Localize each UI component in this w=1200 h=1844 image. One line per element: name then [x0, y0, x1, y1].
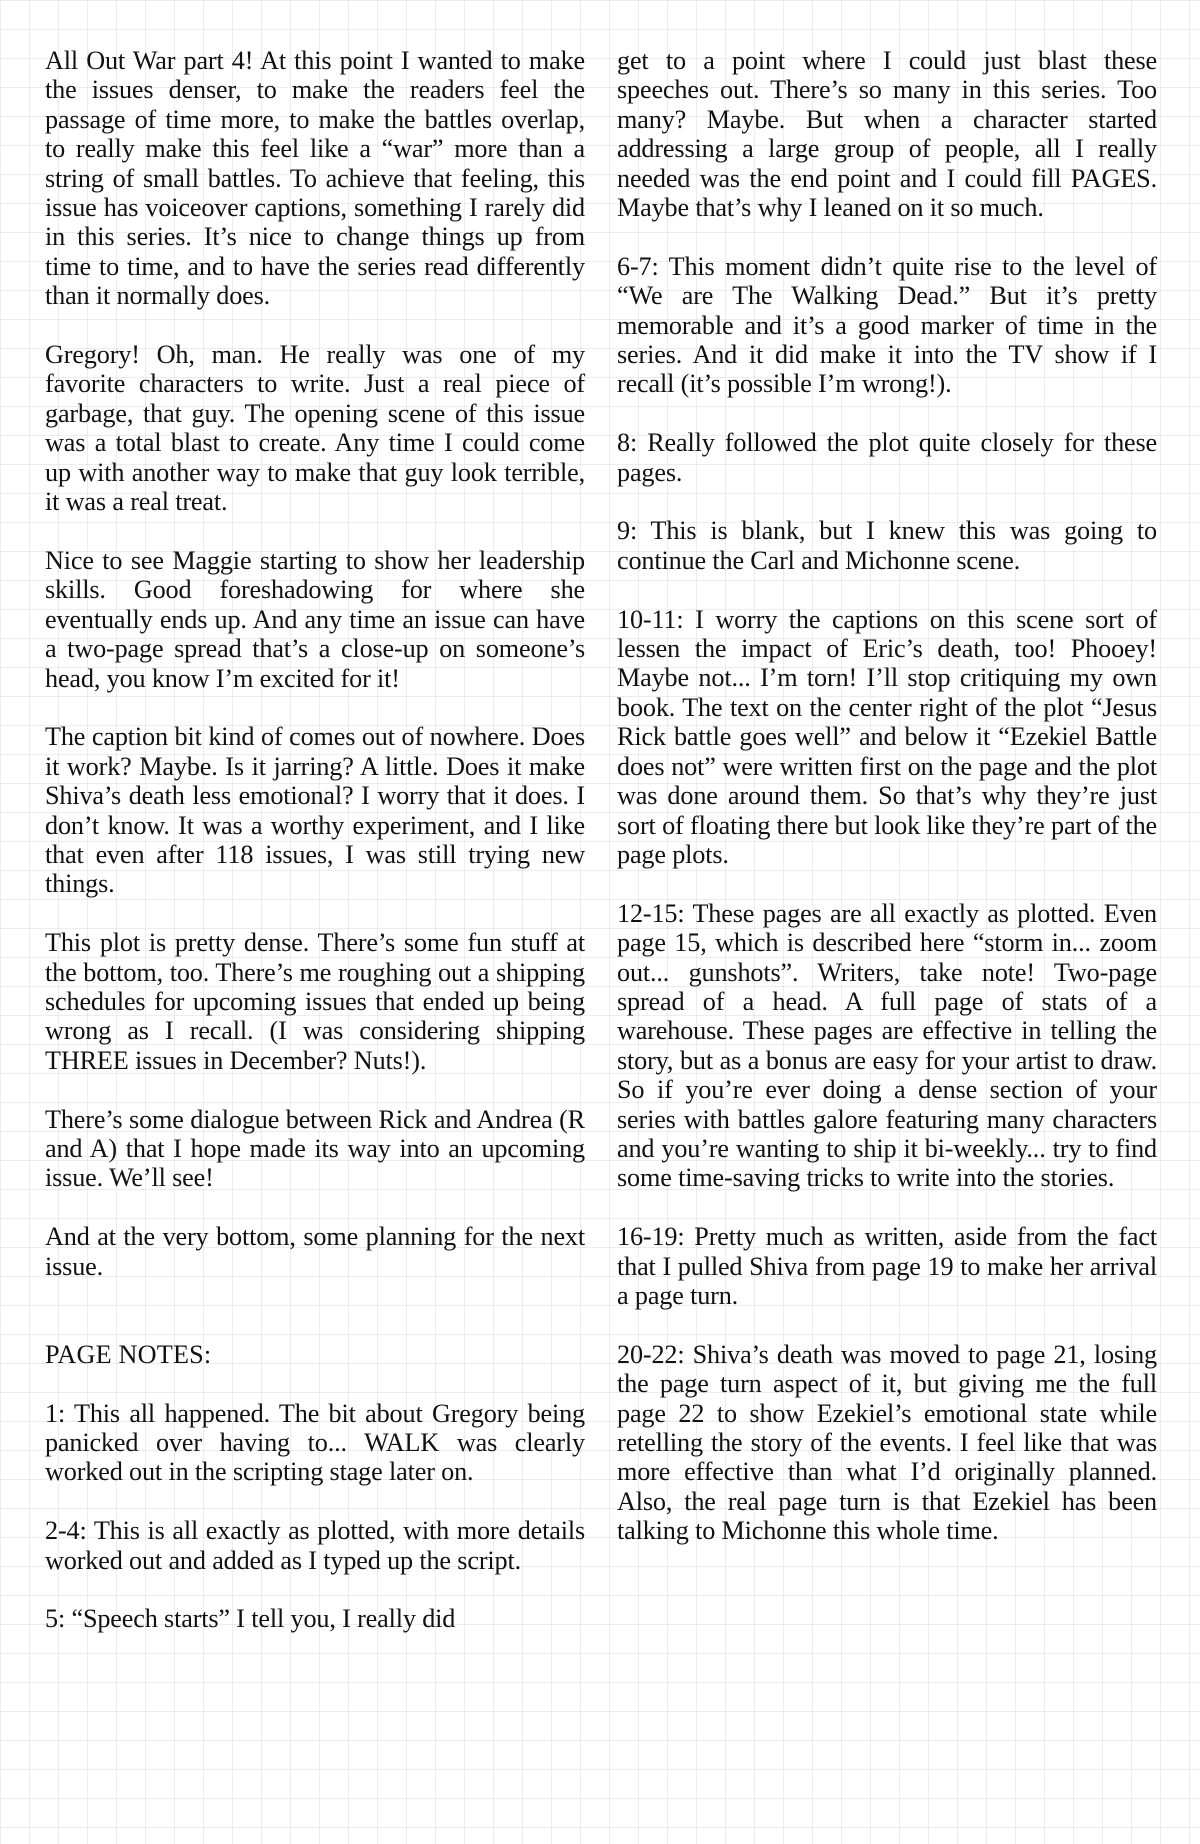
note-pages-2-4: 2-4: This is all exactly as plotted, with more details worked out and added as I typed up the script. — [45, 1516, 585, 1575]
note-page-5-continued: get to a point where I could just blast these speeches out. There’s so many in this series. Too many? Maybe. But when a character started addressing a large group of people, all I really needed was the end point and I could fill PAGES. Maybe that’s why I leaned on it so much. — [617, 46, 1157, 223]
paragraph-rick-andrea: There’s some dialogue between Rick and Andrea (R and A) that I hope made its way into an upcoming issue. We’ll see! — [45, 1104, 585, 1193]
paragraph-gregory: Gregory! Oh, man. He really was one of my favorite characters to write. Just a real piece of garbage, that guy. The opening scene of this issue was a total blast to create. Any time I could come up with another way to make that guy look terrible, it was a real treat. — [45, 340, 585, 517]
right-column — [617, 46, 1157, 1546]
page-notes-heading: PAGE NOTES: — [45, 1339, 212, 1369]
note-page-5: 5: “Speech starts” I tell you, I really did — [45, 1604, 456, 1634]
note-page-1: 1: This all happened. The bit about Gregory being panicked over having to... WALK was clearly worked out in the scripting stage later on. — [45, 1398, 585, 1487]
paragraph-caption-bit: The caption bit kind of comes out of nowhere. Does it work? Maybe. Is it jarring? A little. Does it make Shiva’s death less emotional? I worry that it does. I don’t know. It was a worthy experiment, and I like that even after 118 issues, I was still trying new things. — [45, 722, 585, 899]
note-pages-6-7: 6-7: This moment didn’t quite rise to the level of “We are The Walking Dead.” But it’s pretty memorable and it’s a good marker of time in the series. And it did make it into the TV show if I recall (it’s possible I’m wrong!). — [617, 251, 1157, 399]
paragraph-maggie: Nice to see Maggie starting to show her leadership skills. Good foreshadowing for where she eventually ends up. And any time an issue can have a two-page spread that’s a close-up on someone’s head, you know I’m excited for it! — [45, 545, 585, 693]
note-page-9: 9: This is blank, but I knew this was going to continue the Carl and Michonne scene. — [617, 516, 1157, 575]
paragraph-all-out-war: All Out War part 4! At this point I wanted to make the issues denser, to make the readers feel the passage of time more, to make the battles overlap, to really make this feel like a “war” more than a string of small battles. To achieve that feeling, this issue has voiceover captions, something I rarely did in this series. It’s nice to change things up from time to time, and to have the series read differently than it normally does. — [45, 46, 585, 311]
note-page-8: 8: Really followed the plot quite closely for these pages. — [617, 428, 1157, 487]
note-pages-12-15: 12-15: These pages are all exactly as plotted. Even page 15, which is described here “storm in... zoom out... gunshots”. Writers, take note! Two-page spread of a head. A full page of stats of a warehouse. These pages are effective in telling the story, but as a bonus are easy for your artist to draw. So if you’re ever doing a dense section of your series with battles galore featuring many characters and you’re wanting to ship it bi-weekly... try to find some time-saving tricks to write into the stories. — [617, 898, 1157, 1193]
note-pages-20-22: 20-22: Shiva’s death was moved to page 21, losing the page turn aspect of it, but giving me the full page 22 to show Ezekiel’s emotional state while retelling the story of the events. I feel like that was more effective than what I’d originally planned. Also, the real page turn is that Ezekiel has been talking to Michonne this whole time. — [617, 1339, 1157, 1546]
paragraph-planning: And at the very bottom, some planning for the next issue. — [45, 1222, 585, 1281]
note-pages-10-11: 10-11: I worry the captions on this scene sort of lessen the impact of Eric’s death, too! Phooey! Maybe not... I’m torn! I’ll stop critiquing my own book. The text on the center right of the plot “Jesus Rick battle goes well” and below it “Ezekiel Battle does not” were written first on the page and the plot was done around them. So that’s why they’re just sort of floating there but look like they’re part of the page plots. — [617, 604, 1157, 869]
note-pages-16-19: 16-19: Pretty much as written, aside from the fact that I pulled Shiva from page 19 to make her arrival a page turn. — [617, 1222, 1157, 1310]
paragraph-plot-dense: This plot is pretty dense. There’s some fun stuff at the bottom, too. There’s me roughing out a shipping schedules for upcoming issues that ended up being wrong as I recall. (I was considering shipping THREE issues in December? Nuts!). — [45, 928, 585, 1075]
left-column — [45, 46, 585, 1634]
